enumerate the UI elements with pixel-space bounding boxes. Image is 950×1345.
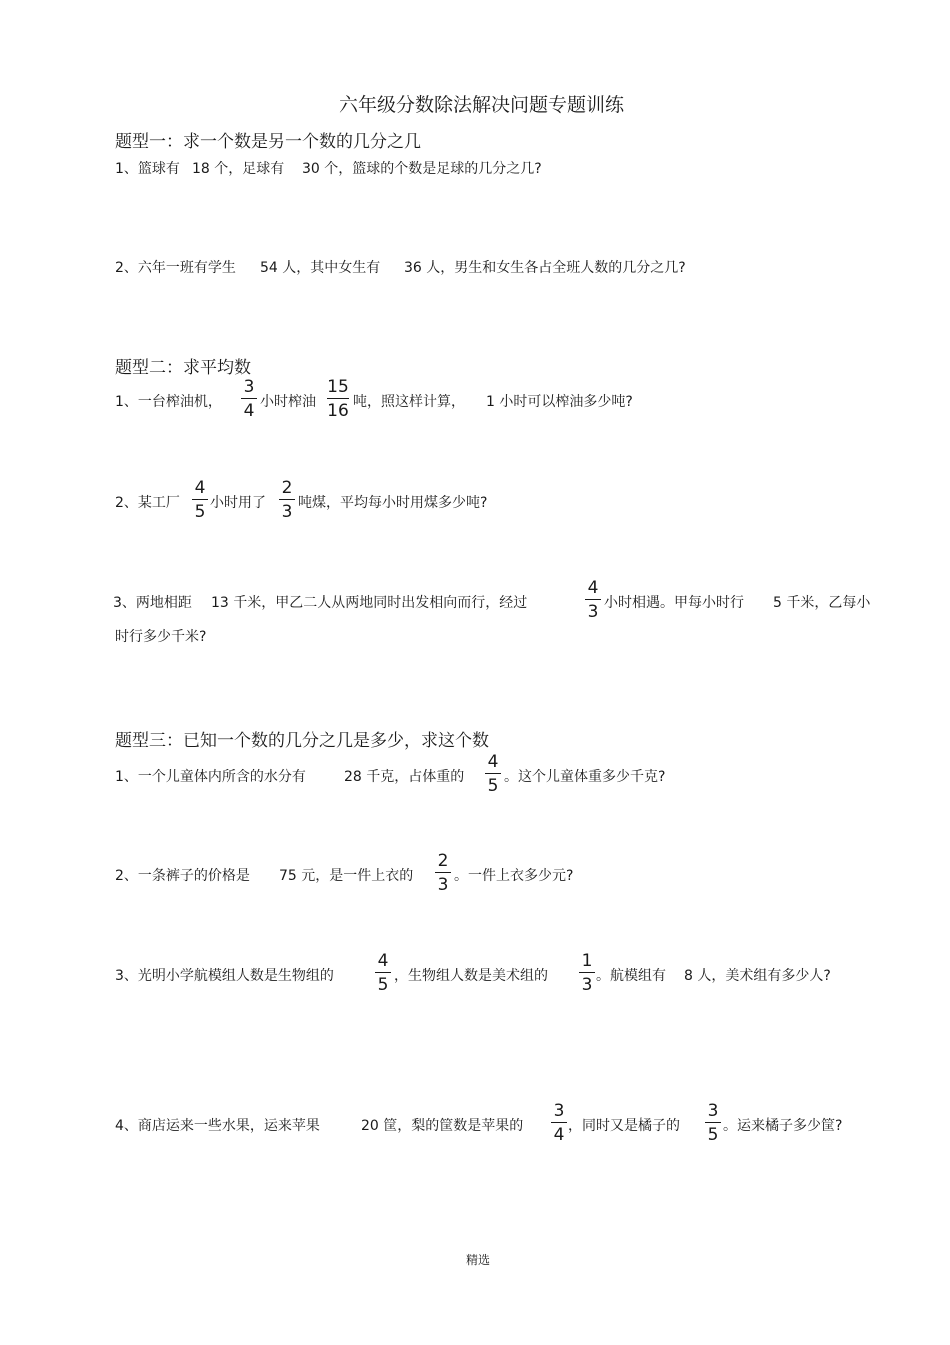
fraction (323, 377, 353, 421)
fraction-bar (579, 972, 595, 973)
fraction-denominator: 3 (587, 602, 599, 622)
page-title: 六年级分数除法解决问题专题训练 (339, 94, 625, 116)
question-text: 小时用了 (210, 495, 266, 511)
fraction-bar (585, 599, 601, 600)
fraction-numerator: 4 (377, 951, 389, 971)
fraction-denominator: 4 (553, 1125, 565, 1145)
question-text: 3、两地相距 (113, 595, 192, 611)
section-heading-3: 题型三：已知一个数的几分之几是多少，求这个数 (115, 731, 489, 751)
question-text: 75 元，是一件上衣的 (279, 868, 414, 884)
question-text: 1、篮球有 (115, 161, 180, 177)
question-text: ，生物组人数是美术组的 (394, 968, 548, 984)
fraction-denominator: 4 (243, 401, 255, 421)
fraction-bar (485, 773, 501, 774)
question-text: 1、一台榨油机， (115, 394, 222, 410)
question-text: 1 小时可以榨油多少吨? (486, 394, 633, 410)
question-text: 5 千米，乙每小 (773, 595, 871, 611)
question-text: 。运来橘子多少筐? (723, 1118, 843, 1134)
question-text: 2、某工厂 (115, 495, 180, 511)
fraction-denominator: 3 (437, 875, 449, 895)
fraction-bar (279, 499, 295, 500)
question-text: 13 千米，甲乙二人从两地同时出发相向而行，经过 (211, 595, 528, 611)
question-text: 4、商店运来一些水果，运来苹果 (115, 1118, 320, 1134)
question-text: 54 人，其中女生有 (260, 260, 381, 276)
question-text: 小时相遇。甲每小时行 (604, 595, 744, 611)
fraction-numerator: 4 (487, 752, 499, 772)
fraction-numerator: 2 (437, 851, 449, 871)
fraction-denominator: 5 (194, 502, 206, 522)
fraction-numerator: 4 (194, 478, 206, 498)
question-text: 2、六年一班有学生 (115, 260, 236, 276)
question-text: 18 个，足球有 (192, 161, 285, 177)
fraction-bar (435, 872, 451, 873)
footer-label: 精选 (466, 1253, 491, 1267)
fraction-bar (705, 1122, 721, 1123)
question-text: 。这个儿童体重多少千克? (504, 769, 666, 785)
section-heading-1: 题型一：求一个数是另一个数的几分之几 (115, 132, 421, 152)
question-text: 20 筐，梨的筐数是苹果的 (361, 1118, 524, 1134)
fraction-numerator: 1 (581, 951, 593, 971)
fraction-numerator: 15 (327, 377, 349, 397)
question-text: 。航模组有 (596, 968, 666, 984)
fraction-denominator: 16 (327, 401, 349, 421)
fraction-numerator: 2 (281, 478, 293, 498)
fraction-bar (551, 1122, 567, 1123)
fraction-denominator: 5 (487, 776, 499, 796)
question-text: 28 千克，占体重的 (344, 769, 465, 785)
question-text: 3、光明小学航模组人数是生物组的 (115, 968, 334, 984)
question-text: 2、一条裤子的价格是 (115, 868, 250, 884)
question-text: 时行多少千米? (115, 629, 207, 645)
fraction-bar (192, 499, 208, 500)
question-text: 30 个，篮球的个数是足球的几分之几? (302, 161, 542, 177)
question-text: ，同时又是橘子的 (568, 1118, 680, 1134)
fraction-denominator: 5 (377, 975, 389, 995)
fraction-numerator: 4 (587, 578, 599, 598)
question-text: 8 人，美术组有多少人? (684, 968, 831, 984)
fraction-denominator: 3 (581, 975, 593, 995)
fraction-numerator: 3 (243, 377, 255, 397)
section-heading-2: 题型二：求平均数 (115, 358, 251, 378)
fraction-bar (327, 398, 349, 399)
fraction-numerator: 3 (553, 1101, 565, 1121)
question-text: 1、一个儿童体内所含的水分有 (115, 769, 306, 785)
fraction-bar (241, 398, 257, 399)
fraction-bar (375, 972, 391, 973)
fraction-numerator: 3 (707, 1101, 719, 1121)
question-text: 36 人，男生和女生各占全班人数的几分之几? (404, 260, 686, 276)
question-text: 吨煤，平均每小时用煤多少吨? (298, 495, 488, 511)
fraction-denominator: 3 (281, 502, 293, 522)
question-text: 。一件上衣多少元? (454, 868, 574, 884)
fraction-denominator: 5 (707, 1125, 719, 1145)
question-text: 吨，照这样计算， (353, 394, 465, 410)
question-text: 小时榨油 (260, 394, 316, 410)
